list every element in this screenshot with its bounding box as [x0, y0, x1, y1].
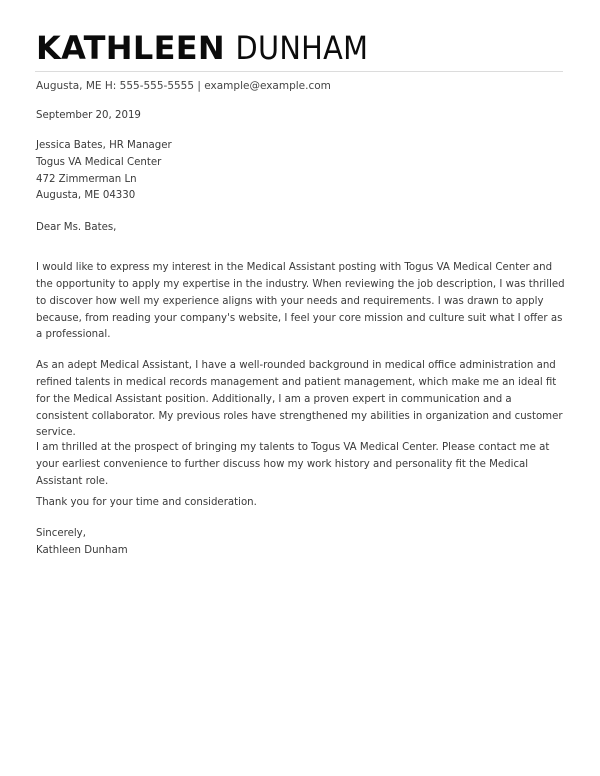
body-paragraph-1: I would like to express my interest in the Medical Assistant posting with Togus VA Medical Center and the opportunity to apply my expertise in the industry. When reviewing the job description, I was thrilled to discover how well my experience aligns with your needs and requirements. I was drawn to apply because, from reading your company's website, I feel your core mission and culture suit what I offer as a professional. [36, 262, 565, 341]
contact-info: Augusta, ME H: 555-555-5555 | example@example.com [36, 80, 331, 92]
salutation: Dear Ms. Bates, [36, 222, 117, 233]
thank-you-line: Thank you for your time and consideration. [36, 497, 257, 508]
closing-phrase: Sincerely, [36, 528, 86, 539]
body-paragraph-3: I am thrilled at the prospect of bringing my talents to Togus VA Medical Center. Please contact me at your earliest convenience to further discuss how my work history and personality fit the Medical Assistant role. [36, 442, 550, 487]
closing-block [36, 526, 566, 560]
signature-name: Kathleen Dunham [36, 544, 128, 556]
recipient-city-state-zip: Augusta, ME 04330 [36, 190, 136, 202]
last-name: DUNHAM [235, 29, 369, 67]
applicant-name-heading [36, 30, 368, 66]
body-paragraph-2: As an adept Medical Assistant, I have a well-rounded background in medical office administration and refined talents in medical records management and patient management, which make me an ideal fit for the Medical Assistant position. Additionally, I am a proven expert in communication and a consistent collaborator. My previous roles have strengthened my abilities in organization and customer service. [36, 360, 563, 439]
first-name: KATHLEEN [36, 29, 225, 67]
header-divider [35, 71, 563, 72]
recipient-name-title: Jessica Bates, HR Manager [36, 140, 172, 151]
recipient-organization: Togus VA Medical Center [36, 156, 162, 168]
recipient-address [36, 138, 566, 205]
recipient-street: 472 Zimmerman Ln [36, 173, 137, 185]
letter-date: September 20, 2019 [36, 110, 141, 121]
